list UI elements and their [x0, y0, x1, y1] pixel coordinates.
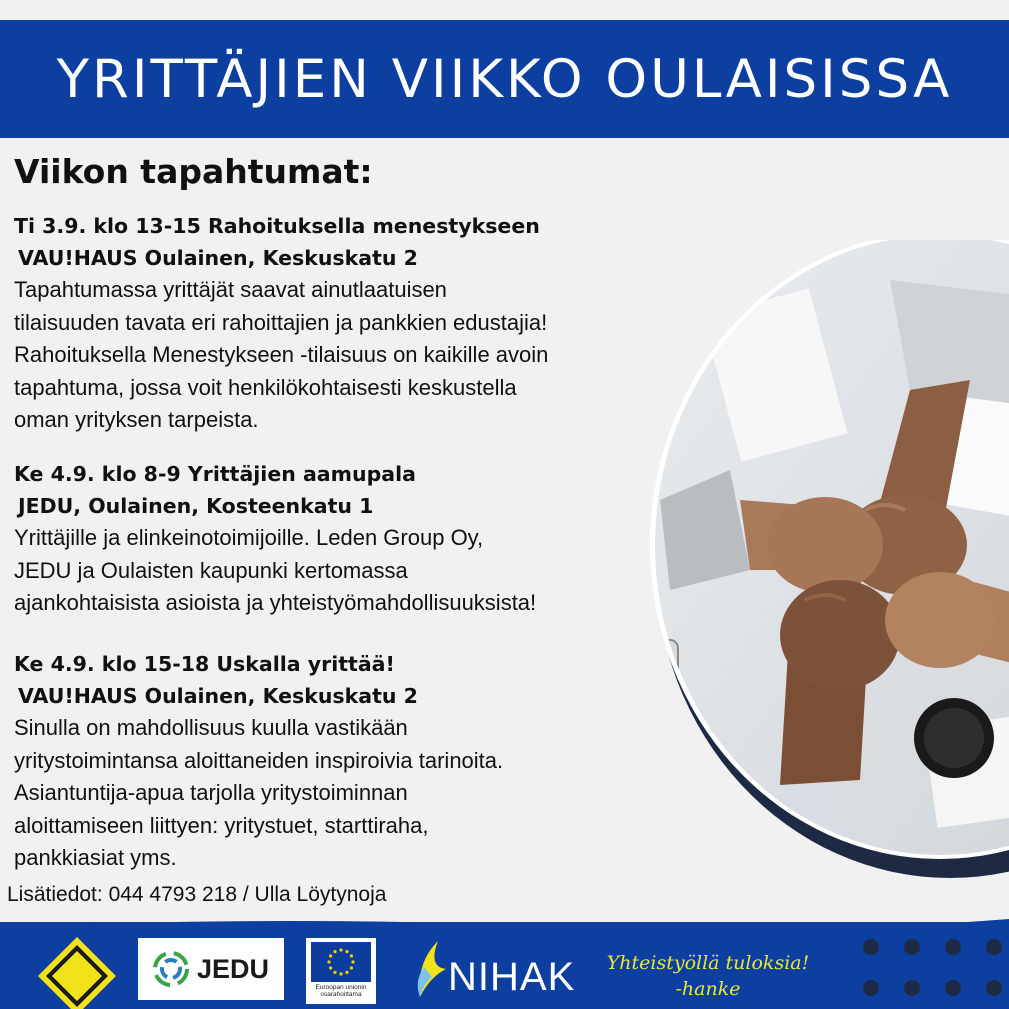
section-title: Viikon tapahtumat: — [14, 152, 373, 191]
nihak-logo — [410, 935, 576, 1005]
header-banner — [0, 20, 1009, 138]
contact-info: Lisätiedot: 044 4793 218 / Ulla Löytynoja — [7, 883, 387, 906]
event-location: JEDU, Oulainen, Kosteenkatu 1 — [18, 494, 374, 518]
slogan-line-1: Yhteistyöllä tuloksia! — [606, 952, 810, 974]
eu-logo-caption: Euroopan unionin osarahoittama — [315, 984, 367, 998]
jedu-swirl-icon — [153, 951, 189, 987]
event-title: Ke 4.9. klo 15-18 Uskalla yrittää! — [14, 652, 395, 676]
eu-flag-icon — [311, 942, 371, 982]
jedu-logo-text: JEDU — [196, 953, 270, 984]
page-title: YRITTÄJIEN VIIKKO OULAISISSA — [56, 48, 953, 110]
event-location: VAU!HAUS Oulainen, Keskuskatu 2 — [18, 684, 418, 708]
eu-logo — [306, 938, 376, 1004]
event-3 — [14, 648, 644, 875]
jedu-logo — [138, 938, 284, 1000]
event-title: Ti 3.9. klo 13-15 Rahoituksella menestykseen — [14, 214, 540, 238]
slogan-line-2: -hanke — [675, 978, 741, 1000]
nihak-flame-icon — [410, 937, 450, 1001]
event-description: Sinulla on mahdollisuus kuulla vastikään yritystoimintansa aloittaneiden inspiroivia tarinoita. Asiantuntija-apua tarjolla yritystoiminnan aloittamiseen liittyen: yritystuet, starttiraha, pankkiasiat yms. — [14, 715, 504, 870]
event-description: Yrittäjille ja elinkeinotoimijoille. Leden Group Oy, JEDU ja Oulaisten kaupunki kertomassa ajankohtaisista asioista ja yhteistyömahdollisuuksista! — [14, 525, 537, 615]
oulainen-logo — [36, 935, 118, 1009]
slogan — [590, 950, 826, 1002]
event-1 — [14, 210, 644, 437]
event-location: VAU!HAUS Oulainen, Keskuskatu 2 — [18, 246, 418, 270]
teamwork-fists-photo — [640, 240, 1009, 920]
event-title: Ke 4.9. klo 8-9 Yrittäjien aamupala — [14, 462, 416, 486]
decorative-dots — [855, 930, 1009, 1009]
event-2 — [14, 458, 644, 620]
nihak-logo-text: NIHAK — [448, 955, 576, 999]
event-description: Tapahtumassa yrittäjät saavat ainutlaatuisen tilaisuuden tavata eri rahoittajien ja pankkien edustajia! Rahoituksella Menestykseen -tilaisuus on kaikille avoin tapahtuma, jossa voit henkilökohtaisesti keskustella oman yrityksen tarpeista. — [14, 277, 549, 432]
